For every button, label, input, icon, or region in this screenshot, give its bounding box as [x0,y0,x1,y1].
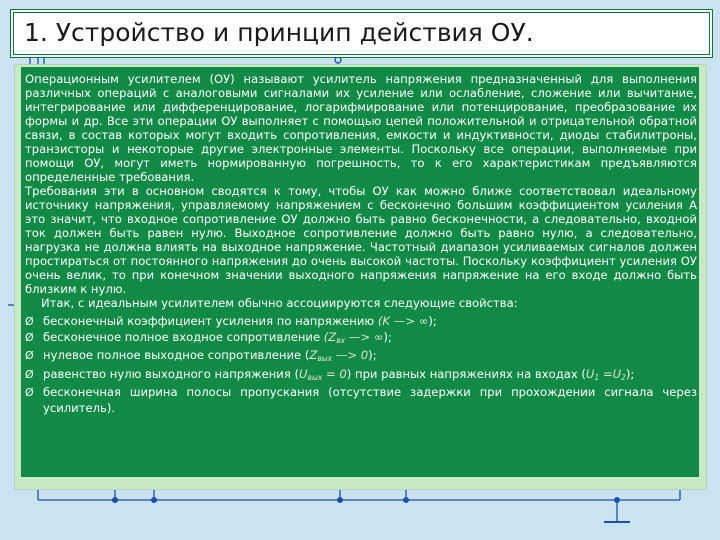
list-item: Ø бесконечное полное входное сопротивление (Zвх —> ∞); [25,329,392,345]
arrow-bullet-icon: Ø [25,367,34,381]
content-panel-inner [21,67,699,477]
body-text [25,72,697,417]
circuit-node-3 [337,497,343,503]
content-panel [14,64,707,490]
circuit-node-1 [112,497,118,503]
circuit-node-4 [403,497,409,503]
arrow-bullet-icon: Ø [25,330,34,344]
circuit-node-5 [614,497,620,503]
list-item: Ø нулевое полное выходное сопротивление (Zвых —> 0); [25,348,377,364]
arrow-bullet-icon: Ø [25,386,34,400]
paragraph-requirements: Требования эти в основном сводятся к тому, чтобы ОУ как можно ближе соответствовал идеальному источнику напряжения, управляемому напряжением с бесконечно большим коэффициентом усиления А это значит, что входное сопротивление ОУ должно быть равно бесконечности, а следовательно, входной ток должен быть равен нулю. Выходное сопротивление должно быть равно нулю, а следовательно, нагрузка не должна влиять на выходное напряжение. Частотный диапазон усиливаемых сигналов должен простираться от постоянного напряжения до очень высокой частоты. Поскольку коэффициент усиления ОУ очень велик, то при конечном значении выходного напряжения напряжение на его входе должно быть близким к нулю. [25,184,697,296]
circuit-node-2 [151,497,157,503]
list-item: Ø бесконечный коэффициент усиления по напряжению (K —> ∞); [25,314,437,328]
arrow-bullet-icon: Ø [25,315,34,328]
list-item: Ø бесконечная ширина полосы пропускания (отсутствие задержки при прохождении сигнала через усилитель). [25,385,697,415]
paragraph-definition: Операционным усилителем (ОУ) называют усилитель напряжения предназначенный для выполнения различных операций с аналоговыми сигналами их усиление или ослабление, сложение или вычитание, интегрирование или дифференцирование, логарифмирование или потенцирование, преобразование их формы и др. Все эти операции ОУ выполняет с помощью цепей положительной и отрицательной обратной связи, в состав которых могут входить сопротивления, емкости и индуктивности, диоды стабилитроны, транзисторы и некоторые другие электронные элементы. Поскольку все операции, выполняемые при помощи ОУ, могут иметь нормированную погрешность, то к его характеристикам предъявляются определенные требования. [25,72,697,184]
circuit-terminal-top [335,57,341,63]
slide-title-bar [13,12,710,55]
slide-title: 1. Устройство и принцип действия ОУ. [24,18,534,47]
list-item: Ø равенство нулю выходного напряжения (Uвых = 0) при равных напряжениях на входах (U1 =U2); [25,366,635,382]
properties-list [25,314,697,417]
properties-intro: Итак, с идеальным усилителем обычно ассоциируются следующие свойства: [41,296,518,310]
arrow-bullet-icon: Ø [25,349,34,363]
